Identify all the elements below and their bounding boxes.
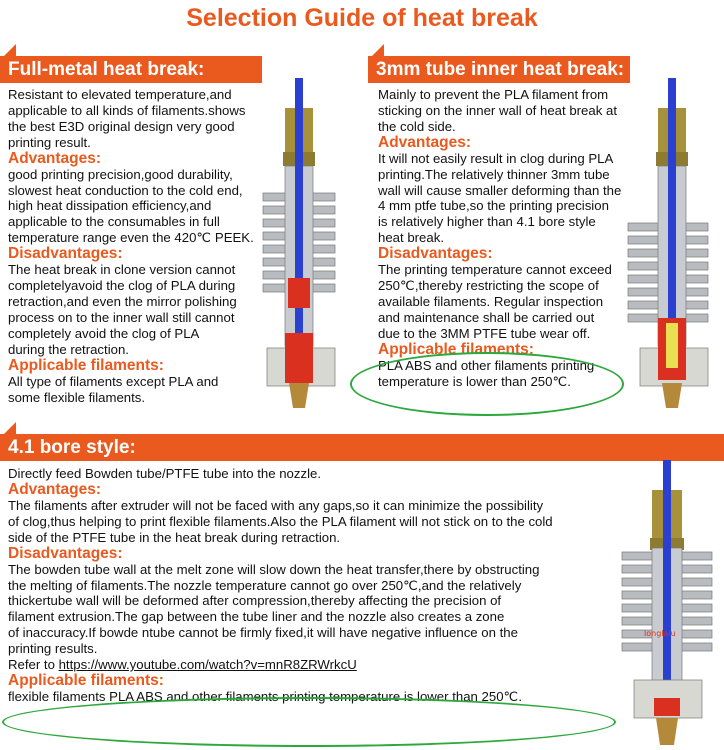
- full-metal-text: [8, 87, 268, 405]
- disadvantage-line: printing results.: [8, 641, 98, 657]
- applicable-title: Applicable filaments:: [378, 340, 534, 358]
- disadvantages-title: Disadvantages:: [8, 245, 123, 263]
- advantage-line: It will not easily result in clog during PLA: [378, 150, 614, 166]
- advantages-title: Advantages:: [8, 480, 102, 498]
- disadvantage-line: The printing temperature cannot exceed: [378, 262, 612, 278]
- advantage-line: good printing precision,good durability,: [8, 166, 233, 182]
- applicable-line: flexible filaments PLA ABS and other filaments printing temperature is lower than 250℃.: [8, 688, 523, 704]
- advantages-title: Advantages:: [378, 133, 472, 151]
- youtube-link[interactable]: https://www.youtube.com/watch?v=mnR8ZRWrkcU: [58, 657, 357, 673]
- disadvantage-line: The bowden tube wall at the melt zone will slow down the heat transfer,there by obstructing: [8, 561, 540, 577]
- advantage-line: is relatively higher than 4.1 bore style: [378, 214, 596, 230]
- advantage-line: printing.The relatively thinner 3mm tube: [378, 166, 610, 182]
- disadvantage-line: completely avoid the clog of PLA: [8, 325, 200, 341]
- advantage-line: heat break.: [378, 230, 444, 246]
- intro-line: the cold side.: [378, 118, 456, 134]
- intro-line: Resistant to elevated temperature,and: [8, 87, 232, 102]
- intro-line: sticking on the inner wall of heat break at: [378, 102, 617, 118]
- disadvantage-line: thickertube wall will be deformed after compression,thereby affecting the precision of: [8, 593, 502, 609]
- tube-3mm-text: [378, 87, 640, 390]
- applicable-line: All type of filaments except PLA and: [8, 373, 219, 389]
- disadvantage-line: during the retraction.: [8, 341, 129, 357]
- highlight-ellipse-bore: [2, 697, 616, 747]
- advantage-line: applicable to the consumables in full: [8, 214, 220, 230]
- advantage-line: of clog,thus helping to print flexible filaments.Also the PLA filament will not stick on to the cold: [8, 513, 553, 529]
- highlight-ellipse-3mm: [350, 352, 624, 416]
- advantage-line: high heat dissipation efficiency,and: [8, 198, 212, 214]
- disadvantage-line: available filaments. Regular inspection: [378, 293, 604, 309]
- advantage-line: temperature range even the 420℃ PEEK.: [8, 230, 254, 246]
- disadvantage-line: and maintenance shall be carried out: [378, 309, 595, 325]
- advantage-line: side of the PTFE tube in the heat break during retraction.: [8, 529, 341, 545]
- tube-3mm-heading: 3mm tube inner heat break:: [368, 56, 630, 83]
- intro-line: applicable to all kinds of filaments.shows: [8, 102, 246, 118]
- intro-line: the best E3D original design very good: [8, 118, 235, 134]
- bore-41-heading: 4.1 bore style:: [0, 434, 724, 461]
- disadvantage-line: filament extrusion.The gap between the tube liner and the nozzle also creates a zone: [8, 609, 505, 625]
- disadvantages-title: Disadvantages:: [8, 544, 123, 562]
- disadvantage-line: retraction,and even the mirror polishing: [8, 293, 237, 309]
- advantage-line: The filaments after extruder will not be faced with any gaps,so it can minimize the possibility: [8, 497, 544, 513]
- refer-line: [8, 657, 648, 673]
- disadvantage-line: completelyavoid the clog of PLA during: [8, 278, 236, 294]
- refer-prefix: Refer to: [8, 657, 59, 673]
- advantage-line: 4 mm ptfe tube,so the printing precision: [378, 198, 609, 214]
- applicable-title: Applicable filaments:: [8, 356, 164, 374]
- applicable-title: Applicable filaments:: [8, 671, 164, 689]
- advantages-title: Advantages:: [8, 149, 102, 167]
- disadvantage-line: 250℃,thereby restricting the scope of: [378, 278, 599, 294]
- intro-line: printing result.: [8, 134, 91, 150]
- disadvantage-line: process on to the inner wall still cannot: [8, 309, 235, 325]
- applicable-line: some flexible filaments.: [8, 389, 146, 405]
- disadvantage-line: of inaccuracy.If bowde ntube cannot be firmly fixed,it will have negative influence on the: [8, 625, 518, 641]
- tube-3mm-hotend-illustration: [624, 78, 724, 418]
- header-corner-tick: [372, 44, 384, 56]
- advantage-line: wall will cause smaller deforming than the: [378, 182, 622, 198]
- advantage-line: slowest heat conduction to the cold end,: [8, 182, 243, 198]
- disadvantage-line: The heat break in clone version cannot: [8, 262, 236, 278]
- header-corner-tick: [4, 44, 16, 56]
- disadvantages-title: Disadvantages:: [378, 245, 493, 263]
- applicable-line: PLA ABS and other filaments printing: [378, 357, 595, 373]
- page-title: Selection Guide of heat break: [186, 4, 538, 32]
- applicable-line: temperature is lower than 250℃.: [378, 373, 571, 389]
- disadvantage-line: the melting of filaments.The nozzle temperature cannot go over 250℃,and the relatively: [8, 577, 522, 593]
- bore-41-text: [8, 466, 648, 705]
- intro-line: Directly feed Bowden tube/PTFE tube into the nozzle.: [8, 466, 322, 481]
- intro-line: Mainly to prevent the PLA filament from: [378, 87, 609, 102]
- watermark-text: longlaiu: [644, 629, 676, 638]
- header-corner-tick: [4, 422, 16, 434]
- disadvantage-line: due to the 3MM PTFE tube wear off.: [378, 325, 591, 341]
- bore-41-hotend-illustration: [614, 460, 724, 750]
- full-metal-heading: Full-metal heat break:: [0, 56, 262, 83]
- full-metal-hotend-illustration: [255, 78, 355, 418]
